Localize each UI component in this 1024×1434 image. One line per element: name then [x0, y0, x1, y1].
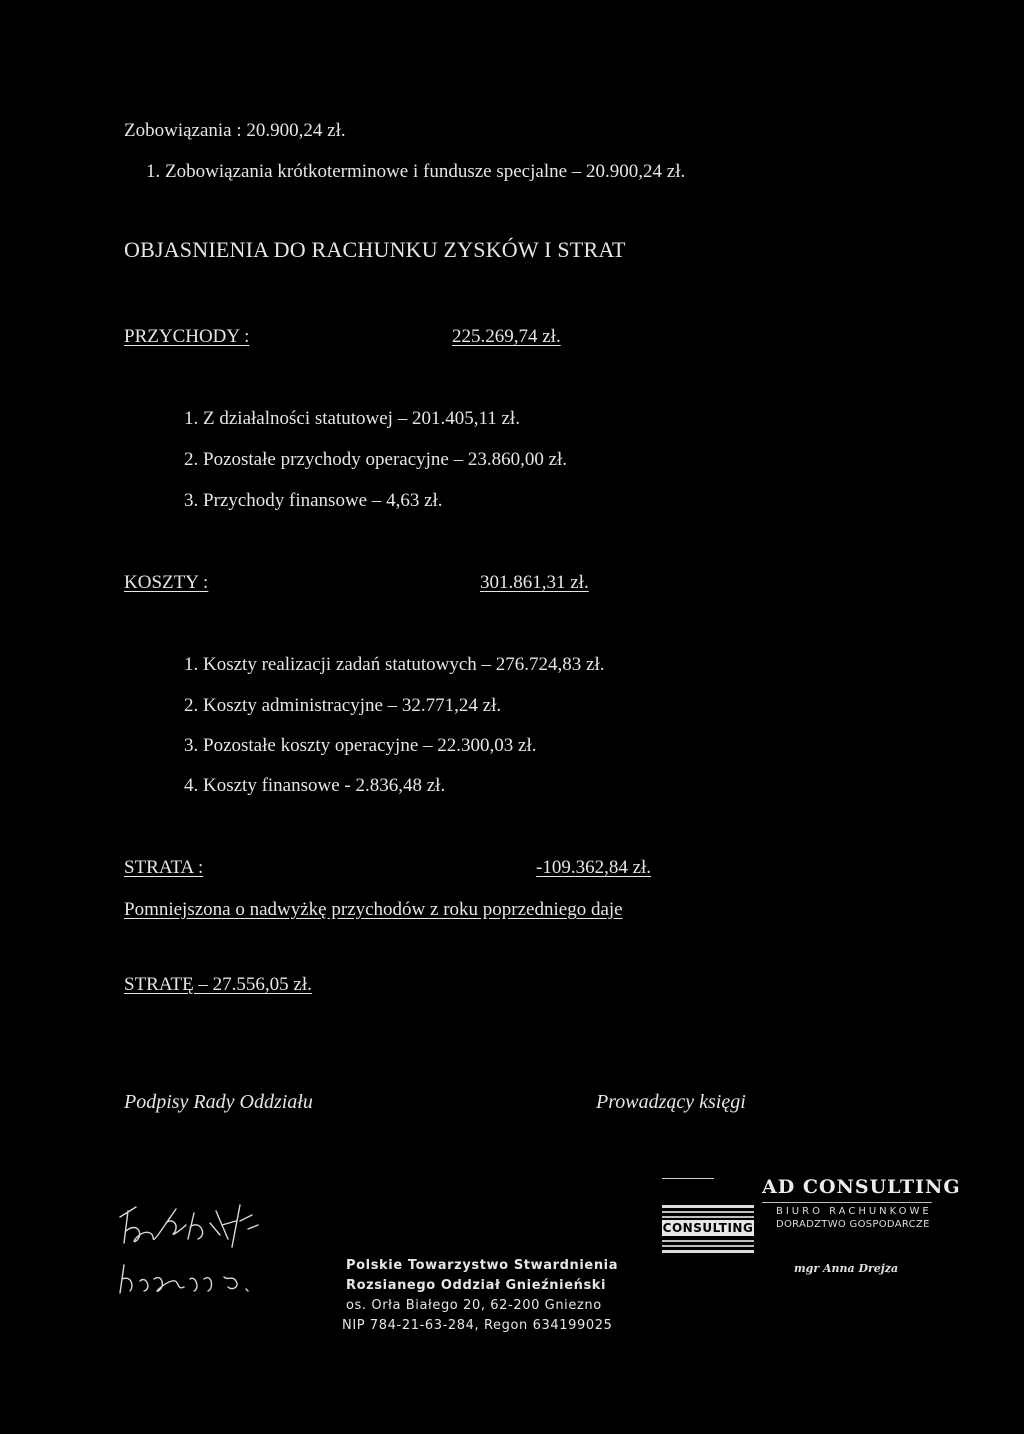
notes-title: OBJASNIENIA DO RACHUNKU ZYSKÓW I STRAT — [124, 237, 626, 262]
consulting-top-rule — [662, 1178, 714, 1179]
costs-item-3: 3. Pozostałe koszty operacyjne – 22.300,03 zł. — [184, 735, 537, 756]
liabilities-total: Zobowiązania : 20.900,24 zł. — [124, 120, 346, 141]
costs-item-2: 2. Koszty administracyjne – 32.771,24 zł. — [184, 695, 502, 716]
revenue-amount: 225.269,74 zł. — [452, 326, 561, 347]
consulting-name: AD CONSULTING — [762, 1176, 961, 1198]
costs-item-4: 4. Koszty finansowe - 2.836,48 zł. — [184, 775, 446, 796]
loss-final: STRATĘ – 27.556,05 zł. — [124, 974, 312, 995]
consulting-logo-word: CONSULTING — [662, 1221, 754, 1235]
consulting-signer: mgr Anna Drejza — [794, 1262, 899, 1275]
consulting-logo — [662, 1205, 754, 1265]
board-signatures-label: Podpisy Rady Oddziału — [124, 1091, 313, 1113]
costs-item-1: 1. Koszty realizacji zadań statutowych – 276.724,83 zł. — [184, 654, 605, 675]
org-stamp-line-1: Polskie Towarzystwo Stwardnienia — [346, 1258, 619, 1273]
org-stamp-line-2: Rozsianego Oddział Gnieźnieński — [346, 1278, 607, 1293]
liabilities-item-1: 1. Zobowiązania krótkoterminowe i fundusze specjalne – 20.900,24 zł. — [146, 161, 686, 182]
board-signatures-handwriting — [110, 1195, 310, 1315]
consulting-line-1: BIURO RACHUNKOWE — [776, 1206, 932, 1217]
consulting-line-2: DORADZTWO GOSPODARCZE — [776, 1219, 930, 1230]
org-stamp-line-3: os. Orła Białego 20, 62-200 Gniezno — [346, 1298, 602, 1313]
revenue-item-1: 1. Z działalności statutowej – 201.405,11 zł. — [184, 408, 520, 429]
costs-label: KOSZTY : — [124, 572, 209, 593]
org-stamp-line-4: NIP 784-21-63-284, Regon 634199025 — [342, 1318, 613, 1333]
loss-reduced-note: Pomniejszona o nadwyżkę przychodów z roku poprzedniego daje — [124, 899, 623, 920]
revenue-label: PRZYCHODY : — [124, 326, 250, 347]
revenue-item-3: 3. Przychody finansowe – 4,63 zł. — [184, 490, 443, 511]
consulting-divider — [762, 1202, 932, 1203]
loss-amount: -109.362,84 zł. — [536, 857, 652, 878]
revenue-item-2: 2. Pozostałe przychody operacyjne – 23.860,00 zł. — [184, 449, 568, 470]
bookkeeper-label: Prowadzący księgi — [596, 1091, 746, 1113]
loss-label: STRATA : — [124, 857, 204, 878]
costs-amount: 301.861,31 zł. — [480, 572, 589, 593]
